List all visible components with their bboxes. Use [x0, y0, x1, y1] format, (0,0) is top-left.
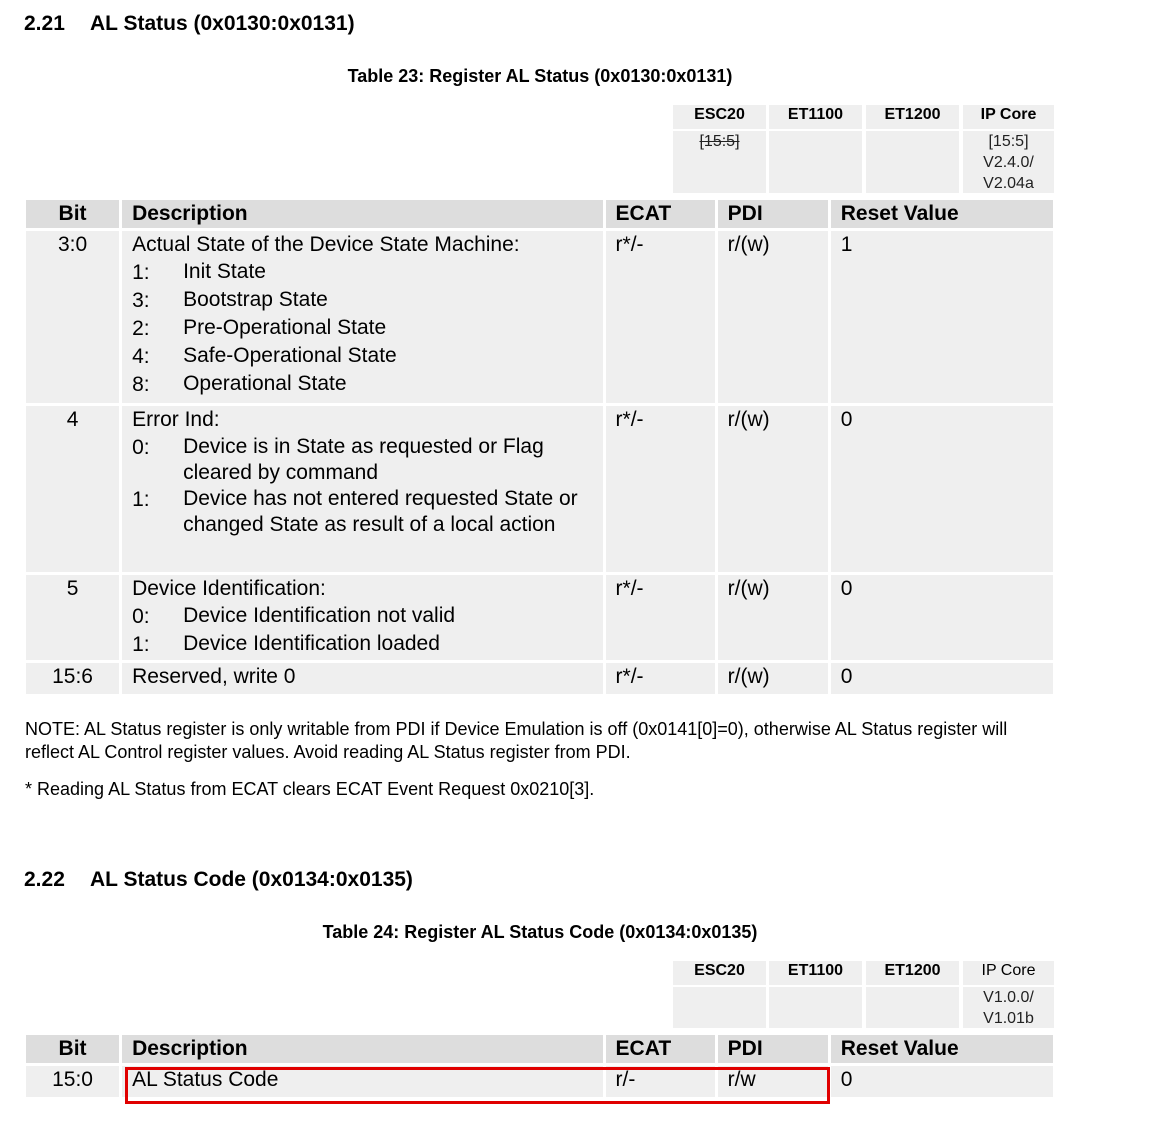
option: [132, 603, 602, 631]
esc20-version: [15:5]: [699, 133, 740, 150]
option-value: Init State: [183, 260, 266, 283]
compat-header-et1200: ET1200: [866, 961, 959, 985]
cell-reset: 0: [831, 406, 1053, 572]
table-header-row: [26, 1035, 1053, 1063]
cell-bit: 15:6: [26, 663, 119, 694]
option-key: 8:: [132, 373, 150, 396]
col-header-bit: Bit: [26, 1035, 119, 1063]
compat-et1200-value: [866, 131, 959, 193]
option-value: Device Identification not valid: [183, 604, 456, 627]
section-number: 2.22: [24, 868, 65, 891]
col-header-description: Description: [122, 200, 602, 228]
option-key: 1:: [132, 261, 150, 284]
cell-description: Reserved, write 0: [122, 663, 602, 694]
cell-reset: 0: [831, 575, 1053, 660]
option-value: Bootstrap State: [183, 288, 328, 311]
table-row: [26, 663, 1053, 694]
option: [132, 371, 602, 399]
description-text: Actual State of the Device State Machine:: [132, 233, 520, 256]
cell-ecat: r*/-: [606, 406, 715, 572]
description-text: Error Ind:: [132, 408, 220, 431]
cell-pdi: r/w: [718, 1066, 828, 1097]
cell-ecat: r*/-: [606, 663, 715, 694]
option: [132, 434, 602, 486]
ipcore-line: V2.4.0/: [983, 154, 1034, 171]
cell-pdi: r/(w): [718, 663, 828, 694]
option-key: 0:: [132, 605, 150, 628]
cell-bit: 15:0: [26, 1066, 119, 1097]
col-header-ecat: ECAT: [606, 200, 715, 228]
section-number: 2.21: [24, 12, 65, 35]
cell-reset: 0: [831, 663, 1053, 694]
compat-esc20-value: [673, 131, 766, 193]
note-text: NOTE: AL Status register is only writable from PDI if Device Emulation is off (0x0141[0]=0), otherwise AL Status register will reflect AL Control register values. Avoid reading AL Status register from PDI.: [25, 719, 1008, 762]
cell-description: AL Status Code: [122, 1066, 602, 1097]
cell-ecat: r*/-: [606, 575, 715, 660]
section-heading-2-22: [24, 868, 413, 892]
option: [132, 287, 602, 315]
compat-header-et1100: ET1100: [769, 961, 862, 985]
option-value: Safe-Operational State: [183, 344, 397, 367]
option: [132, 315, 602, 343]
option: [132, 259, 602, 287]
compat-header-esc20: ESC20: [673, 961, 766, 985]
table-row: [26, 231, 1053, 403]
ipcore-line: [15:5]: [988, 133, 1029, 150]
register-table-al-status-code: [23, 1032, 1056, 1100]
option-value: Operational State: [183, 372, 347, 395]
option-key: 3:: [132, 289, 150, 312]
option-value: Pre-Operational State: [183, 316, 387, 339]
option-key: 0:: [132, 436, 150, 459]
cell-description: [122, 231, 602, 403]
compat-header-et1100: ET1100: [769, 105, 862, 129]
table-row: [26, 575, 1053, 660]
option: [132, 343, 602, 371]
option-key: 1:: [132, 488, 150, 511]
table-row: [26, 1066, 1053, 1097]
col-header-bit: Bit: [26, 200, 119, 228]
compat-ipcore-value: [963, 131, 1054, 193]
cell-description: [122, 406, 602, 572]
ipcore-line: V1.01b: [983, 1010, 1034, 1027]
col-header-description: Description: [122, 1035, 602, 1063]
table-row: [26, 406, 1053, 572]
compat-header-ipcore: IP Core: [963, 961, 1054, 985]
cell-pdi: r/(w): [718, 231, 828, 403]
section-heading-2-21: [24, 12, 355, 36]
col-header-reset: Reset Value: [831, 1035, 1053, 1063]
col-header-reset: Reset Value: [831, 200, 1053, 228]
cell-bit: 5: [26, 575, 119, 660]
option: [132, 631, 602, 659]
cell-pdi: r/(w): [718, 575, 828, 660]
option-key: 4:: [132, 345, 150, 368]
compat-et1200-value: [866, 987, 959, 1028]
cell-ecat: r*/-: [606, 231, 715, 403]
compat-et1100-value: [769, 131, 862, 193]
option-key: 1:: [132, 633, 150, 656]
option: [132, 486, 602, 538]
compat-ipcore-value: [963, 987, 1054, 1028]
compat-et1100-value: [769, 987, 862, 1028]
col-header-pdi: PDI: [718, 200, 828, 228]
compat-esc20-value: [673, 987, 766, 1028]
option-value: Device Identification loaded: [183, 632, 440, 655]
cell-bit: 3:0: [26, 231, 119, 403]
section-title: AL Status (0x0130:0x0131): [90, 12, 355, 35]
cell-reset: 0: [831, 1066, 1053, 1097]
register-table-al-status: [23, 197, 1056, 697]
cell-pdi: r/(w): [718, 406, 828, 572]
table-header-row: [26, 200, 1053, 228]
section-title: AL Status Code (0x0134:0x0135): [90, 868, 413, 891]
ipcore-line: V1.0.0/: [983, 989, 1034, 1006]
col-header-ecat: ECAT: [606, 1035, 715, 1063]
col-header-pdi: PDI: [718, 1035, 828, 1063]
footnote-text: * Reading AL Status from ECAT clears ECAT Event Request 0x0210[3].: [25, 779, 595, 799]
ipcore-line: V2.04a: [983, 175, 1034, 192]
compat-header-ipcore: IP Core: [963, 105, 1054, 129]
compat-header-esc20: ESC20: [673, 105, 766, 129]
cell-description: [122, 575, 602, 660]
option-key: 2:: [132, 317, 150, 340]
table-caption: Table 23: Register AL Status (0x0130:0x0131): [347, 66, 733, 86]
cell-bit: 4: [26, 406, 119, 572]
cell-reset: 1: [831, 231, 1053, 403]
description-text: Device Identification:: [132, 577, 326, 600]
option-value: Device is in State as requested or Flag cleared by command: [183, 435, 544, 484]
compat-header-et1200: ET1200: [866, 105, 959, 129]
cell-ecat: r/-: [606, 1066, 715, 1097]
table-caption: Table 24: Register AL Status Code (0x0134:0x0135): [322, 922, 758, 942]
option-value: Device has not entered requested State or changed State as result of a local action: [183, 487, 578, 536]
